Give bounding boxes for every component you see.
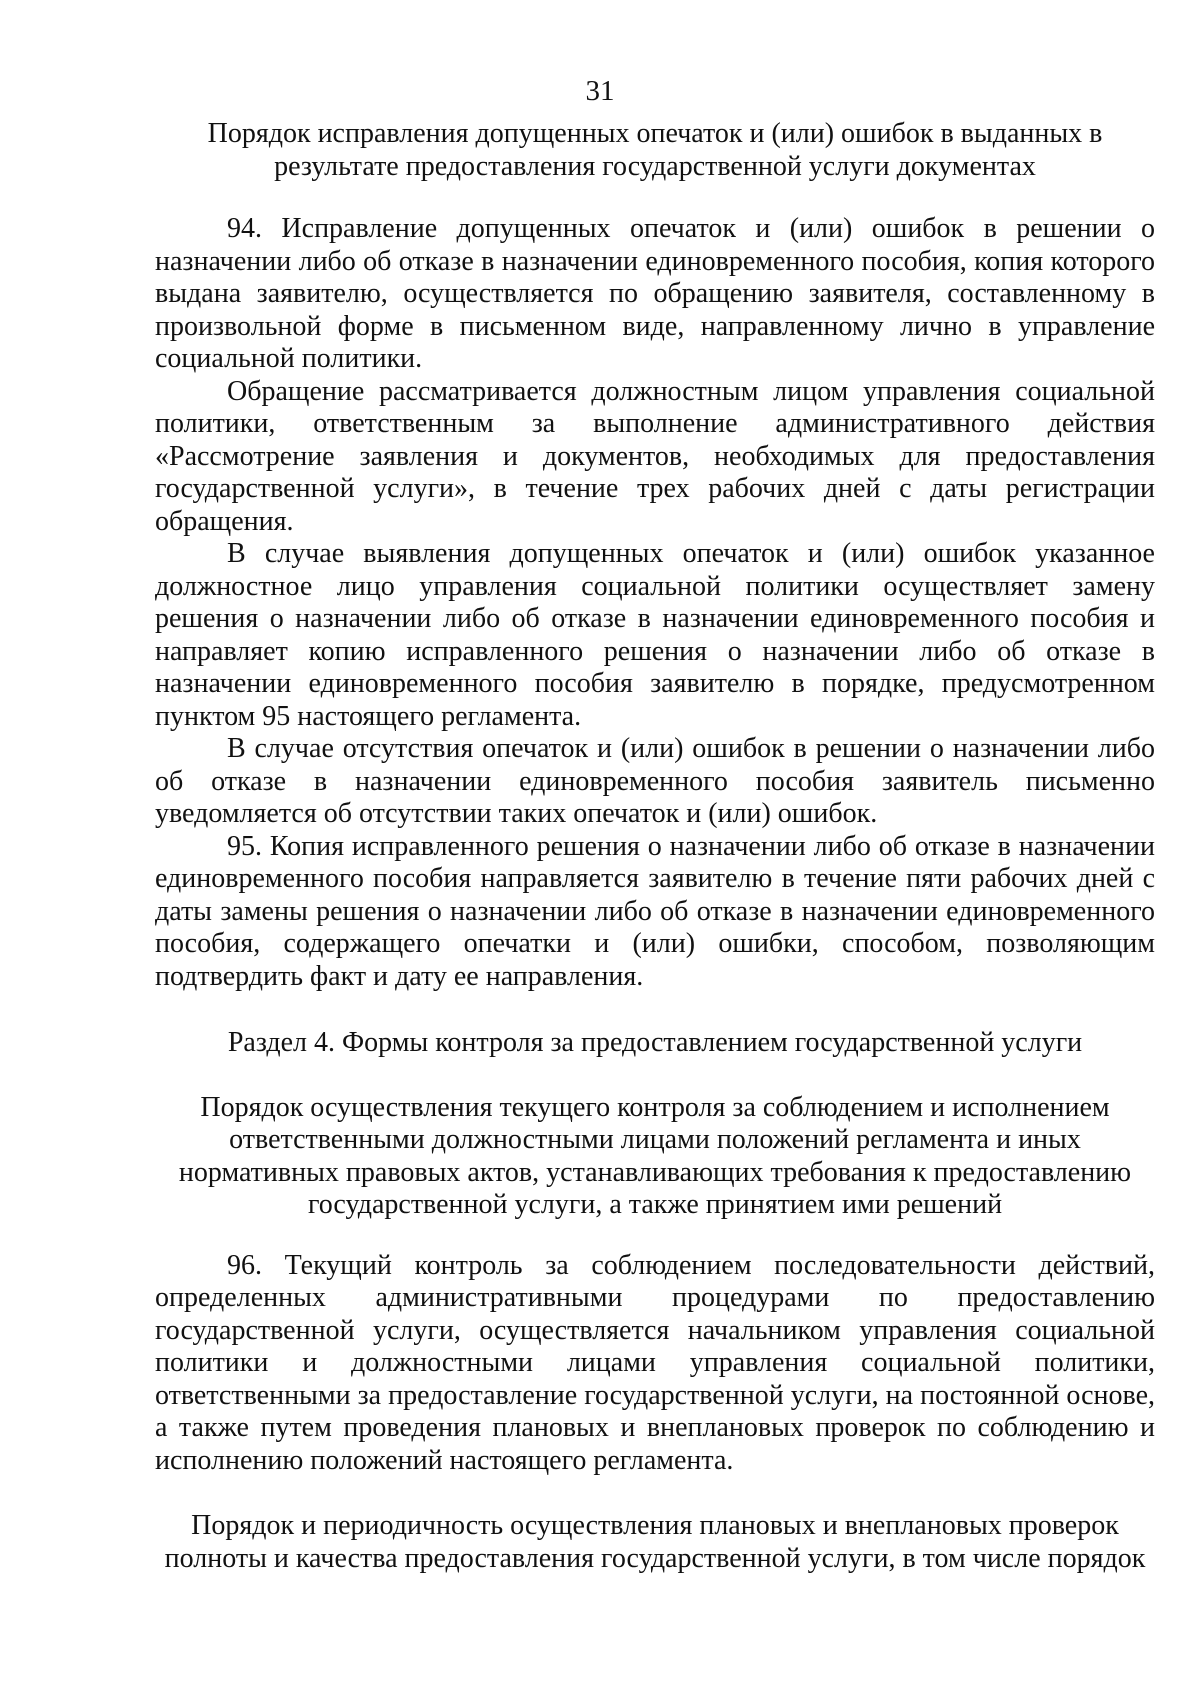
heading-typo-correction: Порядок исправления допущенных опечаток и (или) ошибок в выданных в результате предоставления государственной услуги документах [207, 118, 1103, 182]
paragraph-appeal-review: Обращение рассматривается должностным лицом управления социальной политики, ответственным за выполнение административного действия «Рассмотрение заявления и документов, необходимых для предоставления государственной услуги», в течение трех рабочих дней с даты регистрации обращения. [155, 375, 1155, 537]
typo-correction-paragraphs [155, 213, 1155, 993]
paragraph-96: 96. Текущий контроль за соблюдением последовательности действий, определенных административными процедурами по предоставлению государственной услуги, осуществляется начальником управления социальной политики и должностными лицами управления социальной политики, ответственными за предоставление государственной услуги, на постоянной основе, а также путем проведения плановых и внеплановых проверок по соблюдению и исполнению положений настоящего регламента. [155, 1249, 1155, 1476]
paragraph-errors-found: В случае выявления допущенных опечаток и (или) ошибок указанное должностное лицо управления социальной политики осуществляет замену решения о назначении либо об отказе в назначении единовременного пособия и направляет копию исправленного решения о назначении либо об отказе в назначении единовременного пособия заявителю в порядке, предусмотренном пунктом 95 настоящего регламента. [155, 538, 1155, 732]
section-title: Раздел 4. Формы контроля за предоставлением государственной услуги [227, 1027, 1083, 1058]
heading-inspections: Порядок и периодичность осуществления плановых и внеплановых проверок полноты и качества предоставления государственной услуги, в том числе порядок [164, 1510, 1146, 1574]
paragraph-94: 94. Исправление допущенных опечаток и (или) ошибок в решении о назначении либо об отказе в назначении единовременного пособия, копия которого выдана заявителю, осуществляется по обращению заявителя, составленному в произвольной форме в письменном виде, направленному лично в управление социальной политики. [155, 213, 1155, 374]
page-number: 31 [585, 75, 615, 107]
paragraph-95: 95. Копия исправленного решения о назначении либо об отказе в назначении единовременного пособия направляется заявителю в течение пяти рабочих дней с даты замены решения о назначении либо об отказе в назначении единовременного пособия, содержащего опечатки и (или) ошибки, способом, позволяющим подтвердить факт и дату ее направления. [155, 830, 1155, 992]
document-body [155, 118, 1155, 1575]
heading-current-control: Порядок осуществления текущего контроля за соблюдением и исполнением ответственными должностными лицами положений регламента и иных нормативных правовых актов, устанавливающих требования к предоставлению государственной услуги, а также принятием ими решений [178, 1091, 1132, 1220]
paragraph-no-errors: В случае отсутствия опечаток и (или) ошибок в решении о назначении либо об отказе в назначении единовременного пособия заявитель письменно уведомляется об отсутствии таких опечаток и (или) ошибок. [155, 733, 1155, 829]
